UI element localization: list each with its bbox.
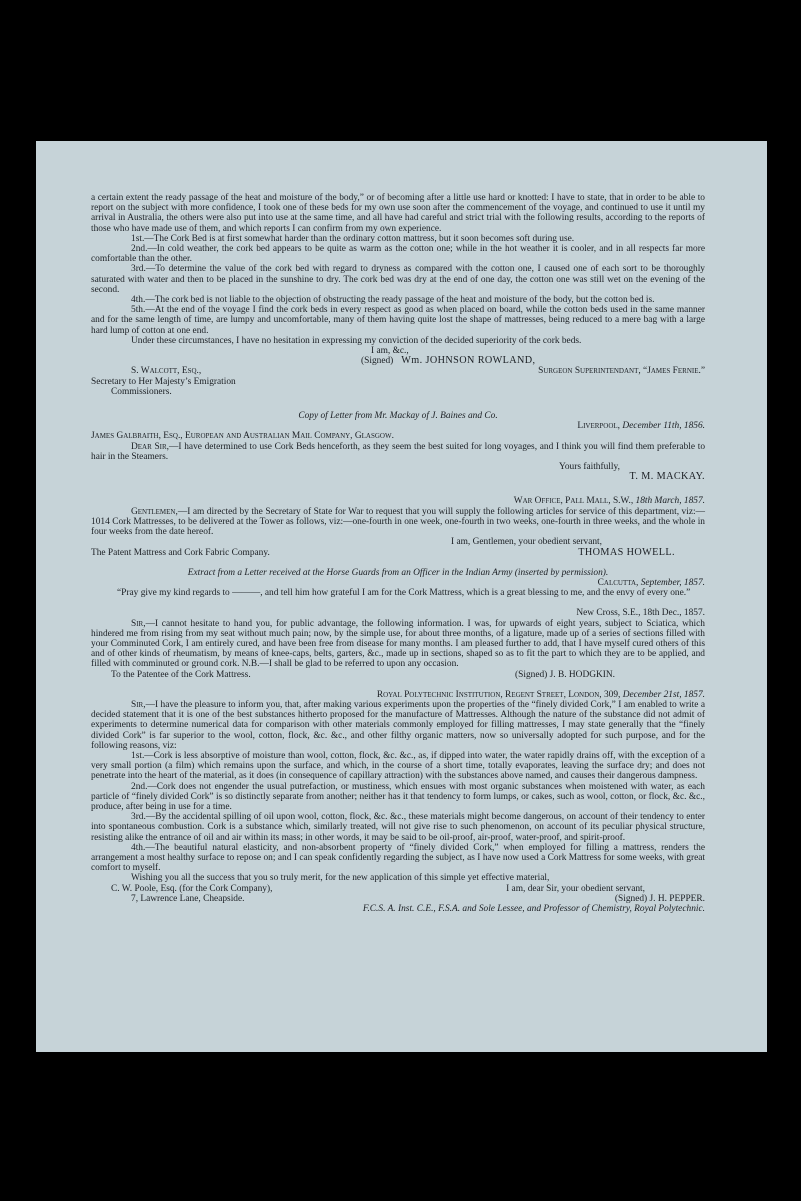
letter3-body-para bbox=[91, 507, 705, 538]
letter4-place: Calcutta, bbox=[597, 577, 639, 588]
letter6-salutation: Sir, bbox=[131, 699, 146, 710]
letter6-signature-row-1 bbox=[91, 884, 705, 894]
letter6-signature-row-2 bbox=[91, 894, 705, 904]
letter5-addressee: To the Patentee of the Cork Mattress. bbox=[111, 669, 251, 680]
letter5-salutation: Sir, bbox=[131, 618, 146, 629]
letter1-closing: I am, &c., bbox=[371, 346, 409, 357]
letter1-addressee-3: Commissioners. bbox=[111, 386, 172, 397]
letter4-dateline bbox=[91, 578, 705, 588]
letter1-signer-title: Surgeon Superintendant, “James Fernie.” bbox=[538, 366, 705, 377]
letter2-to: James Galbraith, Esq., European and Australian Mail Company, Glasgow. bbox=[91, 431, 394, 442]
letter1-point-2: 2nd.—In cold weather, the cork bed appears to be quite as warm as the cotton one; while in the hot weather it is cooler, and in all respects far more comfortable than the other. bbox=[91, 244, 705, 265]
letter3-dateline bbox=[91, 496, 705, 506]
letter6-point-4: 4th.—The beautiful natural elasticity, and non-absorbent property of “finely divided Cork,” when employed for filling a mattress, renders the arrangement a most healthy surface to repose on; and I can speak confidently regarding the subject, as I have now used a Cork Mattress for some weeks, with great comfort to myself. bbox=[91, 842, 705, 874]
letter6-point-2: 2nd.—Cork does not engender the usual putrefaction, or mustiness, which ensues with most organic substances when moistened with water, as each particle of “finely divided Cork” is so distinctly separate from another; neither has it that tendency to form lumps, or cakes, such as wool, cotton, or flock, &c. &c., produce, after being in use for a time. bbox=[91, 781, 705, 812]
letter2-date: December 11th, 1856. bbox=[622, 421, 705, 432]
letter5-body-para bbox=[91, 619, 705, 670]
letter3-date: 18th March, 1857. bbox=[635, 496, 705, 507]
letter6-closing: I am, dear Sir, your obedient servant, bbox=[506, 883, 645, 894]
letter1-point-1: 1st.—The Cork Bed is at first somewhat harder than the ordinary cotton mattress, but it soon becomes soft during use. bbox=[131, 233, 575, 244]
letter4-date: September, 1857. bbox=[640, 577, 705, 588]
letter5-dateline: New Cross, S.E., 18th Dec., 1857. bbox=[576, 608, 705, 619]
letter1-point-3: 3rd.—To determine the value of the cork bed with regard to dryness as compared with the cotton one, I caused one of each sort to be thoroughly saturated with water and then to be placed in the sunshine to dry. The cork bed was dry at the end of one day, the cotton one was still wet on the evening of the second. bbox=[91, 264, 705, 295]
letter1-addressee-row bbox=[91, 366, 705, 376]
letter6-dateline bbox=[91, 690, 705, 700]
letter6-addressee-1: C. W. Poole, Esq. (for the Cork Company), bbox=[111, 883, 273, 894]
letter2-closing: Yours faithfully, bbox=[559, 462, 620, 473]
letter2-body: —I have determined to use Cork Beds henceforth, as they seem the best suited for long voyages, and I think you will find them preferable to hair in the Steamers. bbox=[91, 441, 706, 462]
letter3-salutation: Gentlemen, bbox=[131, 506, 178, 517]
letter6-point-3: 3rd.—By the accidental spilling of oil upon wool, cotton, flock, &c. &c., these materials might become dangerous, on account of their tendency to enter into spontaneous combustion. Cork is a substance which, similarly treated, will not give rise to such phenomenon, on account of its peculiar physical structure, resisting alike the entrance of oil and air within its mass; in other words, it may be said to be oil-proof, air-proof, water-proof, and spirit-proof. bbox=[91, 812, 705, 843]
letter1-signature-row bbox=[91, 356, 705, 366]
letter6-closing-line: Wishing you all the success that you so truly merit, for the new application of this simple yet effective material, bbox=[131, 873, 550, 884]
letter1-signed: (Signed) bbox=[361, 356, 394, 367]
letter1-point-5: 5th.—At the end of the voyage I find the cork beds in every respect as good as when placed on board, while the cotton beds used in the same manner and for the same length of time, are lumpy and uncomfortable, many of them having quite lost the shape of mattresses, being reduced to a mere bag with a large hard lump of cotton at one end. bbox=[91, 305, 705, 336]
letter1-addressee-1: S. Walcott, Esq., bbox=[131, 366, 202, 377]
letter3-signer: THOMAS HOWELL. bbox=[578, 546, 675, 558]
document-body bbox=[91, 193, 705, 914]
letter6-signer: (Signed) J. H. PEPPER. bbox=[614, 893, 705, 904]
letter2-signer: T. M. MACKAY. bbox=[629, 471, 705, 483]
letter6-signer-title: F.C.S. A. Inst. C.E., F.S.A. and Sole Lessee, and Professor of Chemistry, Royal Polytechnic. bbox=[362, 904, 705, 914]
letter5-signature-row bbox=[91, 670, 705, 680]
letter1-conclusion: Under these circumstances, I have no hesitation in expressing my conviction of the decided superiority of the cork beds. bbox=[131, 335, 582, 346]
letter4-heading: Extract from a Letter received at the Horse Guards from an Officer in the Indian Army (inserted by permission). bbox=[187, 567, 609, 578]
letter2-body-para bbox=[91, 442, 705, 462]
letter3-body: —I am directed by the Secretary of State for War to request that you will supply the following articles for service of this department, viz:—1014 Cork Mattresses, to be delivered at the Tower as follows, viz:—one-fourth in one week, one-fourth in two weeks, one-fourth in three weeks, and the whole in four weeks from the date hereof. bbox=[91, 506, 705, 538]
letter2-dateline bbox=[91, 421, 705, 431]
letter6-addressee-2: 7, Lawrence Lane, Cheapside. bbox=[131, 893, 245, 904]
letter1-signer: Wm. JOHNSON ROWLAND, bbox=[401, 355, 536, 367]
letter5-body: —I cannot hesitate to hand you, for public advantage, the following information. I was, for upwards of eight years, subject to Sciatica, which hindered me from rising from my seat without much pain; now, by the simple use, for about three months, of a ligature, made up of a series of sections filled with your Comminuted Cork, I am entirely cured, and have been free from disease for many months. I am pleased further to add, that I have myself cured others of this and of other kinds of rheumatism, by means of knee-caps, belts, garters, &c., made up in sections, shaped so as to fit the part to which they are to be applied, and filled with comminuted or ground cork. N.B.—I shall be glad to be referred to upon any occasion. bbox=[91, 618, 705, 670]
letter6-body-para bbox=[91, 700, 705, 751]
letter2-salutation: Dear Sir, bbox=[131, 441, 170, 452]
letter2-place: Liverpool, bbox=[577, 421, 621, 432]
letter6-place: Royal Polytechnic Institution, Regent Street, London, 309, bbox=[376, 689, 621, 700]
letter2-heading: Copy of Letter from Mr. Mackay of J. Baines and Co. bbox=[298, 411, 498, 422]
letter6-date: December 21st, 1857. bbox=[622, 689, 705, 700]
letter1-opening: a certain extent the ready passage of the heat and moisture of the body,” or of becoming after a little use hard or knotted: I have to state, that in order to be able to report on the subject with more confidence, I took one of these beds for my own use soon after the commencement of the voyage, and continued to use it until my arrival in Australia, the others were also put into use at the same time, and all have had careful and strict trial with the following results, according to the reports of those who have made use of them, and which reports I can confirm from my own experience. bbox=[91, 193, 705, 234]
letter6-point-1: 1st.—Cork is less absorptive of moisture than wool, cotton, flock, &c. &c., as, if dipped into water, the water rapidly drains off, with the exception of a very small portion (a film) which remains upon the surface, and which, in the course of a short time, totally evaporates, leaving the surface dry; and does not penetrate into the heart of the material, as it does (in consequence of capillary attraction) with the substances above named, and causes their dangerous dampness. bbox=[91, 750, 705, 782]
document-page bbox=[36, 141, 767, 1052]
letter3-closing: I am, Gentlemen, your obedient servant, bbox=[451, 537, 602, 548]
letter3-place: War Office, Pall Mall, S.W., bbox=[513, 496, 634, 507]
letter3-addressee: The Patent Mattress and Cork Fabric Company. bbox=[91, 547, 270, 558]
letter3-signature-row bbox=[91, 548, 705, 558]
letter1-point-4: 4th.—The cork bed is not liable to the objection of obstructing the ready passage of the heat and moisture of the body, but the cotton bed is. bbox=[131, 295, 655, 306]
letter1-addressee-2: Secretary to Her Majesty’s Emigration bbox=[91, 376, 236, 387]
letter5-signer: (Signed) J. B. HODGKIN. bbox=[515, 669, 615, 680]
letter4-body: “Pray give my kind regards to ———, and tell him how grateful I am for the Cork Mattress, which is a great blessing to me, and the envy of every one.” bbox=[117, 588, 691, 599]
letter6-body: —I have the pleasure to inform you, that, after making various experiments upon the properties of the “finely divided Cork,” I am enabled to write a decided statement that it is one of the best substances hitherto proposed for the manufacture of Mattresses. Although the nature of the substance did not admit of experiments to determine numerical data for comparison with other materials commonly employed for filling mattresses, I may state generally that the “finely divided Cork” is far superior to the wool, cotton, flock, &c. &c., and other filthy organic matters, now so universally adopted for such purpose, and for the following reasons, viz: bbox=[91, 699, 705, 751]
